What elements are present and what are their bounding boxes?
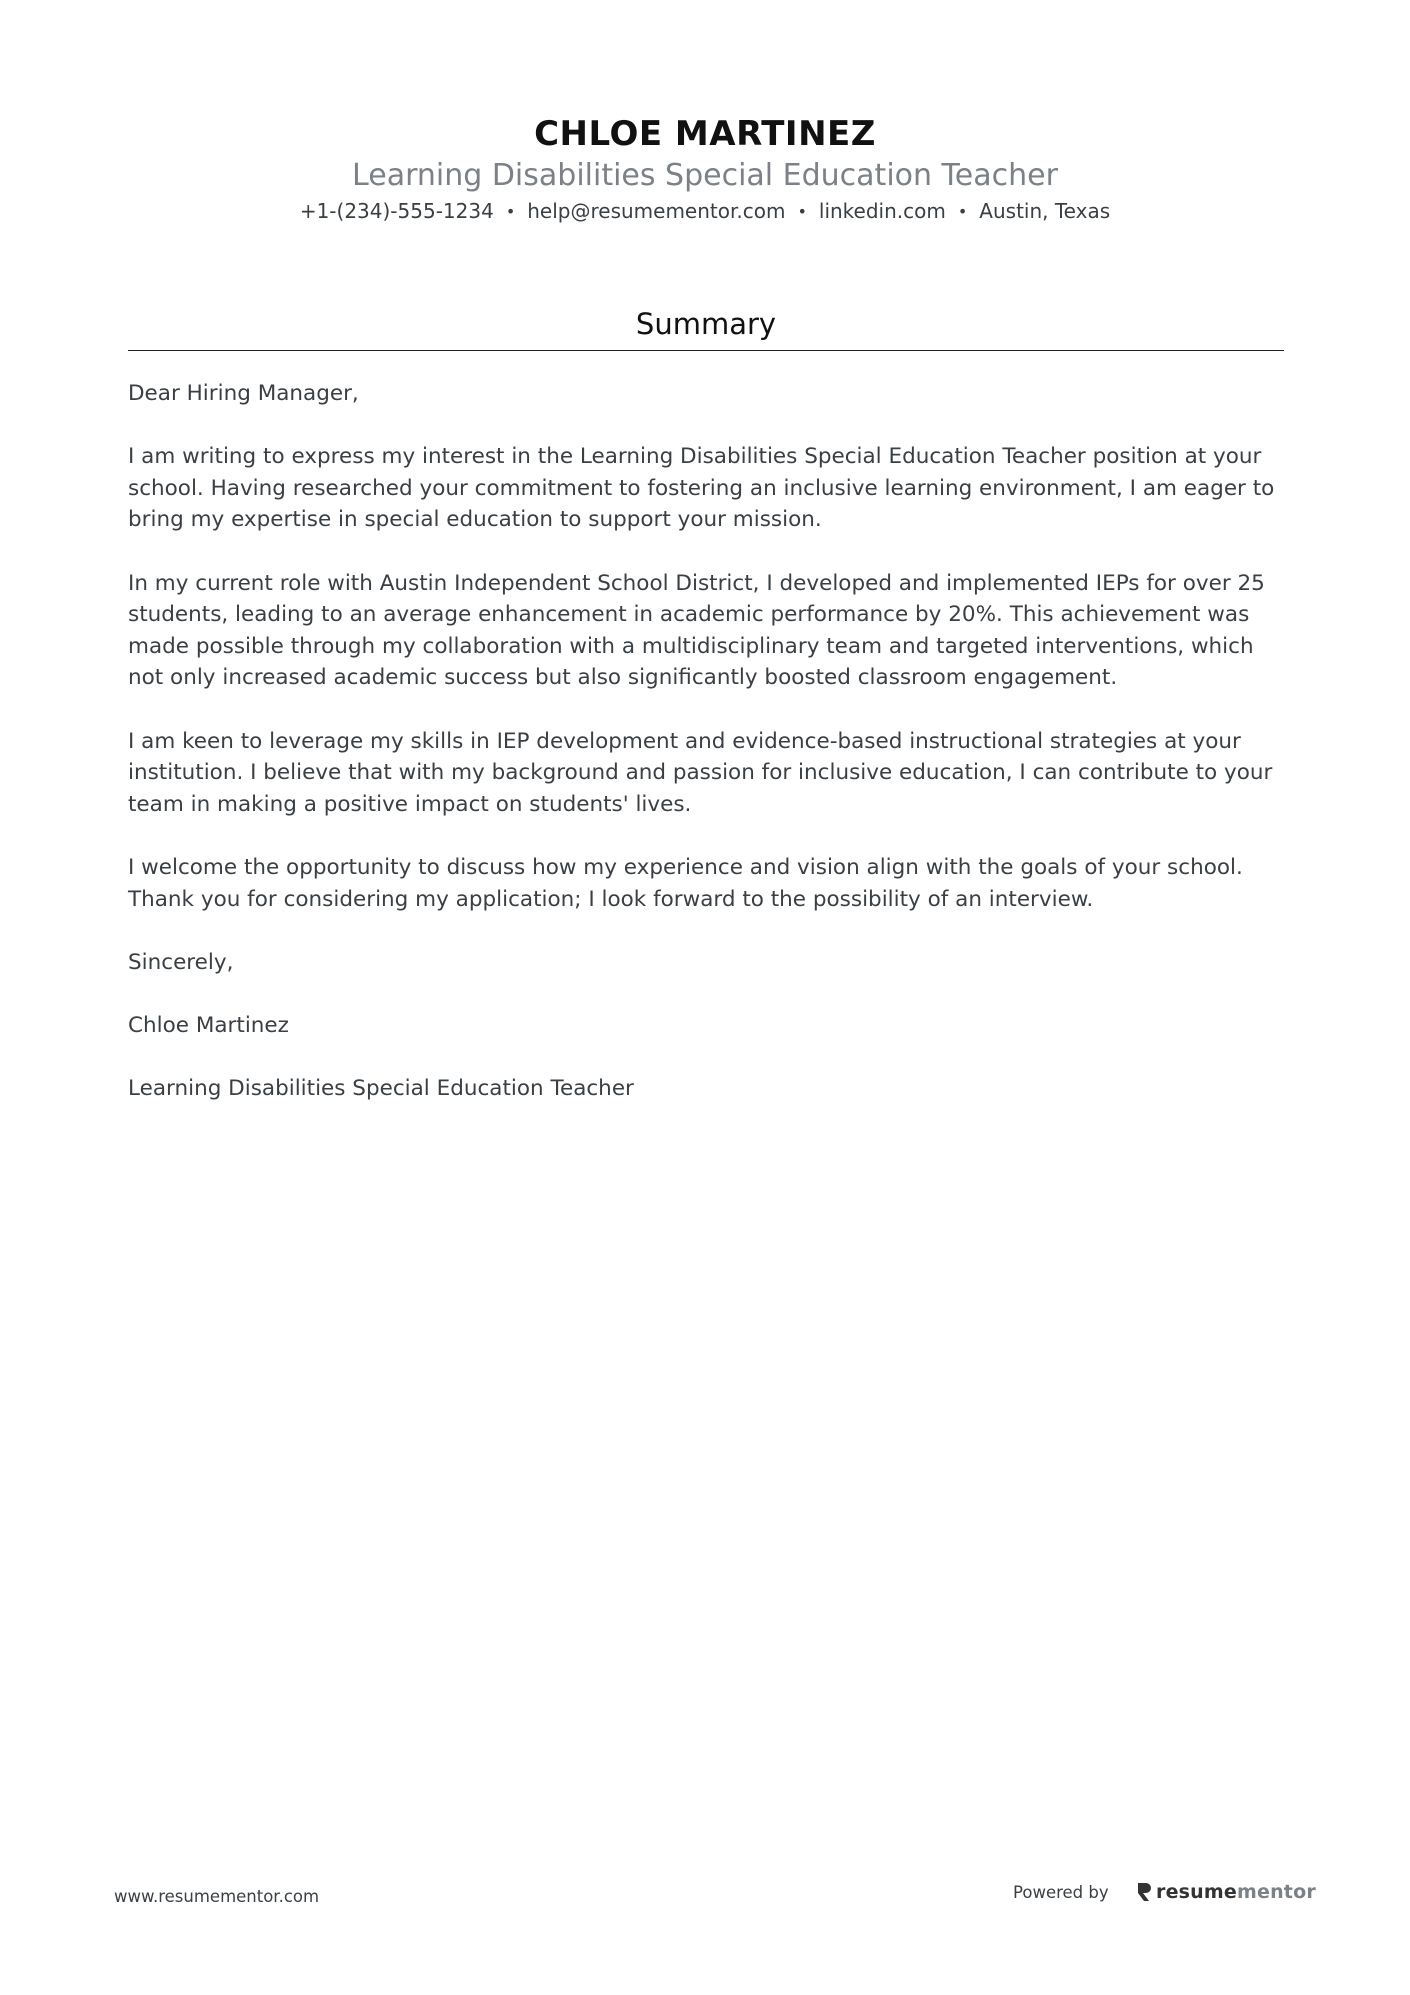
brand-wordmark-light: mentor	[1236, 1881, 1316, 1903]
letter-greeting: Dear Hiring Manager,	[128, 381, 359, 406]
brand-wordmark	[1156, 1881, 1316, 1903]
contact-separator: •	[797, 202, 807, 221]
letter-paragraph: I am keen to leverage my skills in IEP development and evidence-based instructional strategies at your institution. I believe that with my background and passion for inclusive education, I can contribute to your team in making a positive impact on students' lives.	[128, 728, 1273, 817]
footer-powered-by: Powered by	[1013, 1883, 1109, 1902]
brand-logo[interactable]	[1136, 1879, 1316, 1905]
section-title: Summary	[635, 307, 777, 341]
letter-closing: Sincerely,	[128, 949, 234, 975]
contact-email: help@resumementor.com	[527, 199, 786, 223]
contact-location: Austin, Texas	[979, 199, 1111, 223]
section-divider	[128, 350, 1284, 351]
candidate-title: Learning Disabilities Special Education Teacher	[352, 158, 1058, 193]
letter-paragraph: I welcome the opportunity to discuss how my experience and vision align with the goals of your school. Thank you for considering my application; I look forward to the possibility of an interview.	[128, 854, 1243, 912]
signature-name: Chloe Martinez	[128, 1012, 289, 1038]
letter-paragraph: In my current role with Austin Independent School District, I developed and implemented IEPs for over 25 students, leading to an average enhancement in academic performance by 20%. This achievement was made possible through my collaboration with a multidisciplinary team and targeted interventions, which not only increased academic success but also significantly boosted classroom engagement.	[128, 570, 1265, 691]
footer-website-link[interactable]: www.resumementor.com	[114, 1887, 320, 1906]
letter-paragraph: I am writing to express my interest in the Learning Disabilities Special Education Teacher position at your school. Having researched your commitment to fostering an inclusive learning environment, I am eager to bring my expertise in special education to support your mission.	[128, 444, 1275, 533]
contact-phone: +1-(234)-555-1234	[299, 199, 494, 223]
letter-header	[0, 112, 1410, 227]
resumementor-logo-icon	[1136, 1881, 1152, 1903]
brand-wordmark-bold: resume	[1156, 1881, 1237, 1903]
contact-linkedin: linkedin.com	[818, 199, 946, 223]
signature-title: Learning Disabilities Special Education Teacher	[128, 1076, 634, 1102]
candidate-name: CHLOE MARTINEZ	[534, 114, 876, 154]
contact-separator: •	[957, 202, 968, 221]
contact-separator: •	[505, 202, 516, 221]
letter-body	[128, 378, 1288, 1136]
contact-line	[0, 196, 1410, 227]
